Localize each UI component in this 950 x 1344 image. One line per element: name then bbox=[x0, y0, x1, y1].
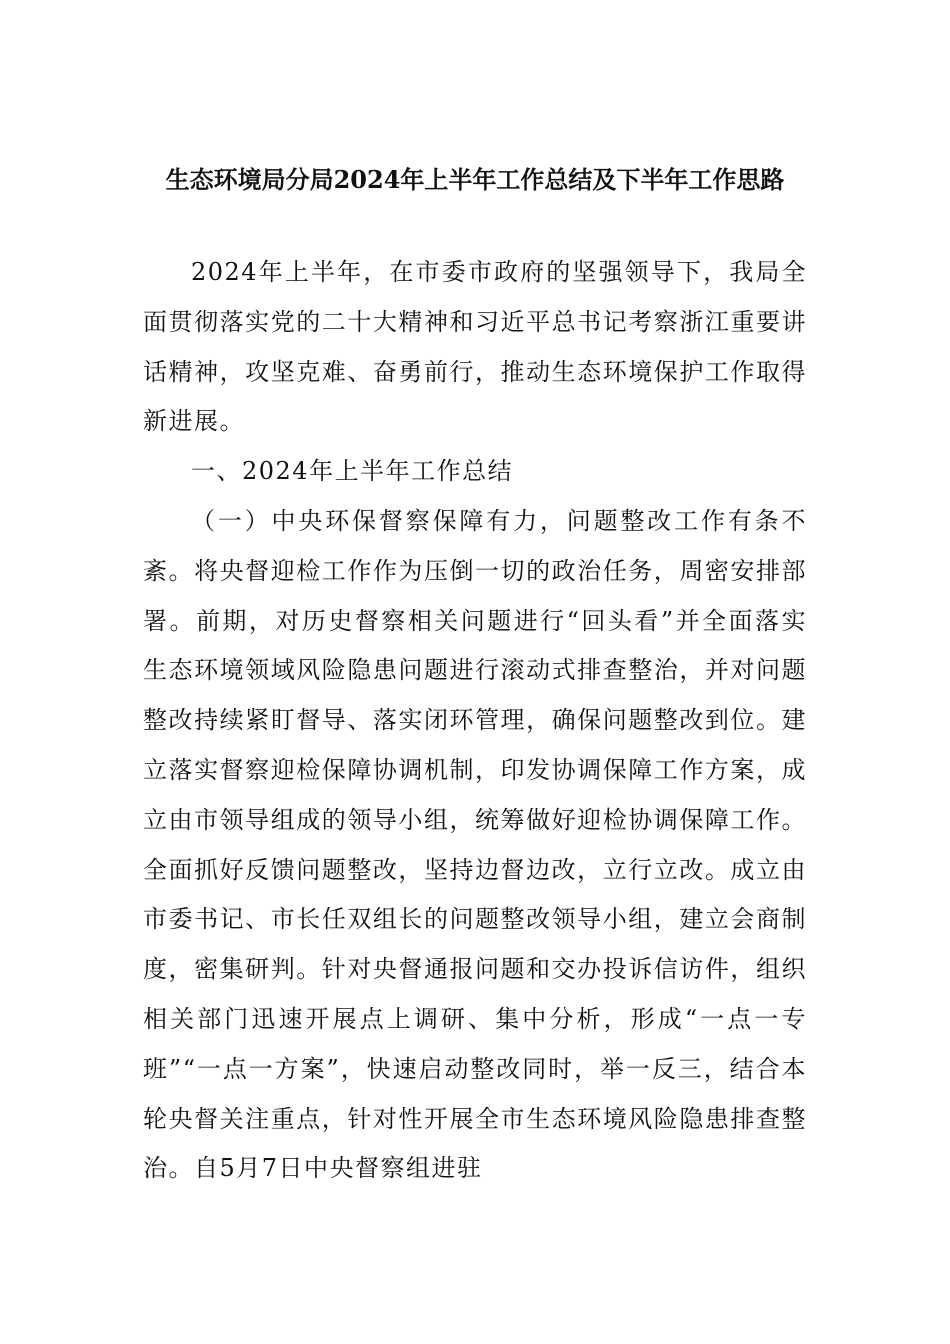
document-title: 生态环境局分局2024年上半年工作总结及下半年工作思路 bbox=[165, 165, 785, 194]
intro-paragraph: 2024年上半年，在市委市政府的坚强领导下，我局全面贯彻落实党的二十大精神和习近平总书记考察浙江重要讲话精神，攻坚克难、奋勇前行，推动生态环境保护工作取得新进展。 bbox=[143, 258, 807, 436]
section-paragraph: （一）中央环保督察保障有力，问题整改工作有条不紊。将央督迎检工作作为压倒一切的政治任务，周密安排部署。前期，对历史督察相关问题进行“回头看”并全面落实生态环境领域风险隐患问题进行滚动式排查整治，并对问题整改持续紧盯督导、落实闭环管理，确保问题整改到位。建立落实督察迎检保障协调机制，印发协调保障工作方案，成立由市领导组成的领导小组，统筹做好迎检协调保障工作。全面抓好反馈问题整改，坚持边督边改，立行立改。成立由市委书记、市长任双组长的问题整改领导小组，建立会商制度，密集研判。针对央督通报问题和交办投诉信访件，组织相关部门迅速开展点上调研、集中分析，形成“一点一专班”“一点一方案”，快速启动整改同时，举一反三，结合本轮央督关注重点，针对性开展全市生态环境风险隐患排查整治。自5月7日中央督察组进驻 bbox=[143, 506, 807, 1183]
document-body bbox=[143, 248, 807, 1194]
section-heading: 一、2024年上半年工作总结 bbox=[191, 457, 514, 486]
